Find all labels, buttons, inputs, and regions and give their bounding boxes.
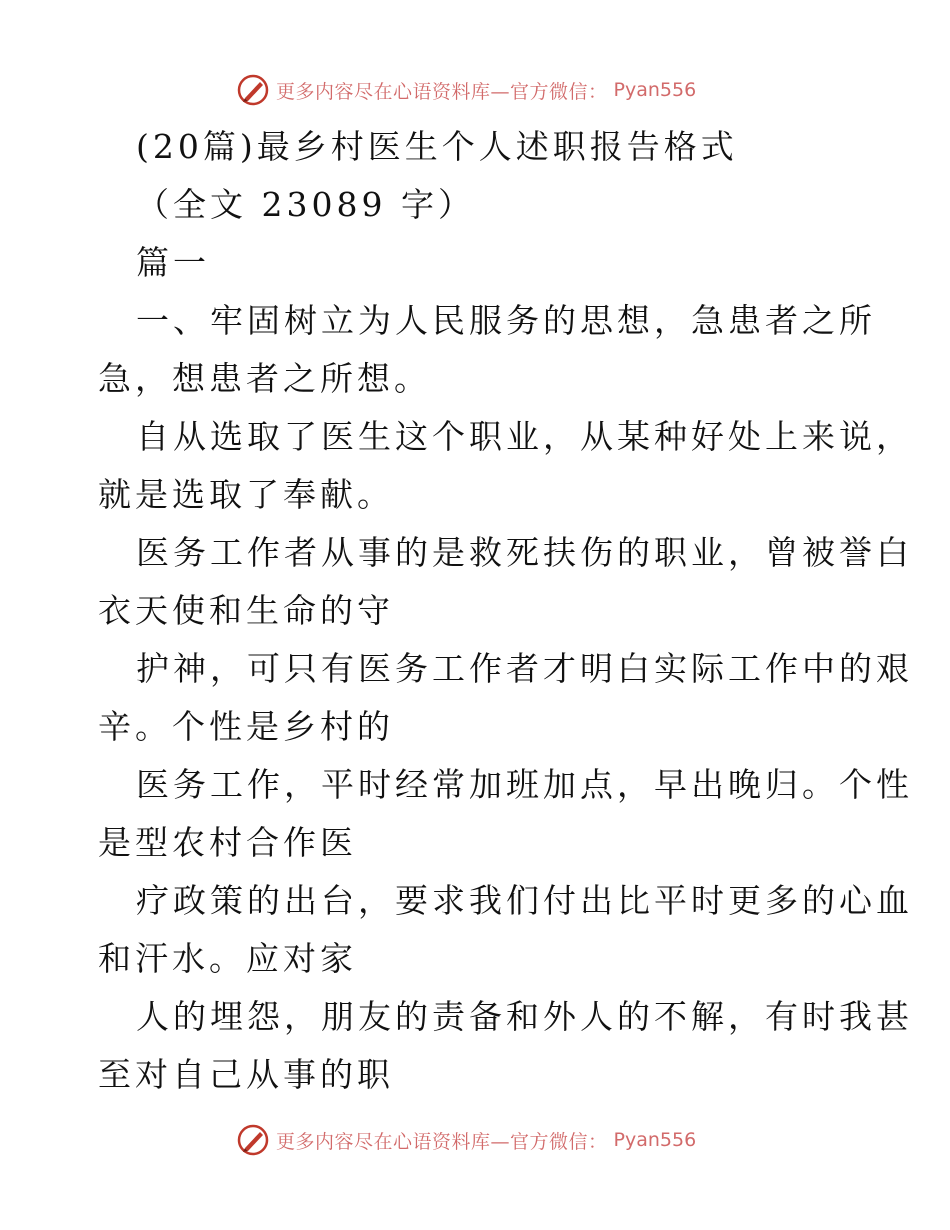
paragraph-line: 疗政策的出台，要求我们付出比平时更多的心血: [136, 881, 913, 920]
word-count: （全文 23089 字）: [136, 185, 475, 224]
pen-logo-icon: [236, 73, 270, 107]
watermark-brand: Pyan556: [613, 1129, 697, 1151]
paragraph-line: 就是选取了奉献。: [98, 475, 394, 514]
paragraph-line: 人的埋怨，朋友的责备和外人的不解，有时我甚: [136, 997, 913, 1036]
footer-watermark: [236, 1122, 696, 1158]
watermark-text: 更多内容尽在心语资料库—官方微信：: [276, 1130, 608, 1153]
paragraph-line: 护神，可只有医务工作者才明白实际工作中的艰: [136, 649, 913, 688]
header-watermark: [236, 72, 696, 108]
paragraph-line: 辛。个性是乡村的: [98, 707, 394, 746]
paragraph-line: 医务工作，平时经常加班加点，早出晚归。个性: [136, 765, 913, 804]
paragraph-line: 一、牢固树立为人民服务的思想，急患者之所: [136, 301, 876, 340]
watermark-text: 更多内容尽在心语资料库—官方微信：: [276, 80, 608, 103]
paragraph-line: 医务工作者从事的是救死扶伤的职业，曾被誉白: [136, 533, 913, 572]
paragraph-line: 至对自己从事的职: [98, 1055, 394, 1094]
paragraph-line: 衣天使和生命的守: [98, 591, 394, 630]
watermark-brand: Pyan556: [613, 79, 697, 101]
paragraph-line: 和汗水。应对家: [98, 939, 357, 978]
paragraph-line: 急，想患者之所想。: [98, 359, 431, 398]
document-title: (20篇)最乡村医生个人述职报告格式: [136, 127, 738, 166]
section-heading: 篇一: [136, 243, 210, 282]
pen-logo-icon: [236, 1123, 270, 1157]
document-body: [98, 118, 913, 1104]
paragraph-line: 自从选取了医生这个职业，从某种好处上来说，: [136, 417, 913, 456]
paragraph-line: 是型农村合作医: [98, 823, 357, 862]
